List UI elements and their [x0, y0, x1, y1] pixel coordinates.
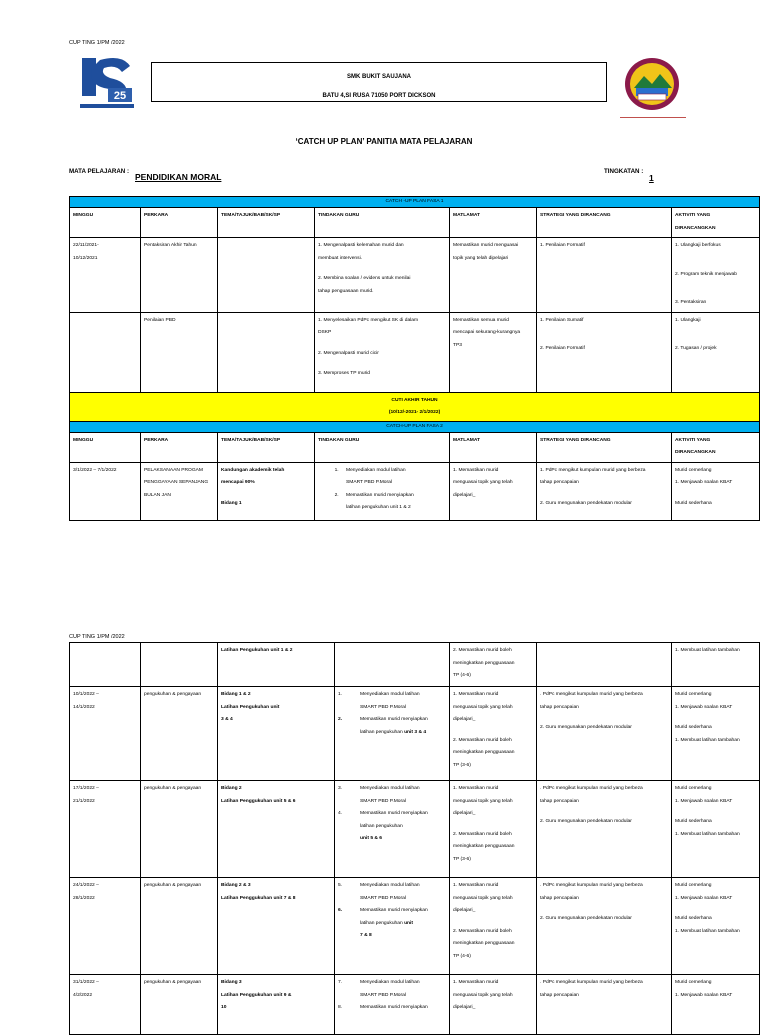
- school-header-box: [151, 62, 607, 102]
- svg-text:25: 25: [113, 90, 127, 102]
- col-perkara: PERKARA: [141, 208, 218, 238]
- table-row: 3/1/2022 – 7/1/2022 PELAKSANAAN PROGAM PENGGAYAAN SEPANJANG BULAN JAN Kandungan akademik telah mencapai 90% Bidang 1 1. Menyediakan modul latihan SMART PBD P.Moral 2. Memastikan murid menyiapkan latihan pengukuhan unit 1 & 2 1. Memastikan murid menguasai topik yang telah dipelajari_ 1. PdPc mengikut kumpulan murid yang berbeza tahap pencapaian 2. Guru mengunakan pendekatan modular Murid cemerlang 1. Menjawab soalan KBAT Murid sederhana: [70, 462, 760, 520]
- table-row: 24/1/2022 – 28/1/2022 pengukuhan & pengayaan Bidang 2 & 3 Latihan Penggukuhan unit 7 & 8 5. Menyediakan modul latihan SMART PBD P.Moral 6. Memastikan murid menyiapkan latihan pengukuhan unit 7 & 8 1. Memastikan murid menguasai topik yang telah dipelajari_ 2. Memastikan murid boleh meningkatkan pengguasaan TP (4-6) . PdPc mengikut kumpulan murid yang berbeza tahap pencapaian 2. Guru mengunakan pendekatan modular Murid cemerlang 1. Menjawab soalan KBAT Murid sederhana 1. Membuat latihan tambahan: [70, 878, 760, 975]
- table-row: Penilaian PBD 1. Menyelesaikan PdPc mengikut SK di dalam DSKP 2. Mengenalpasti murid cicir 3. Memproses TP murid Memastikan semua murid mencapai sekurang-kurangnya TP3 1. Penilaian Sumatif 2. Penilaian Formatif 1. Ulangkaji 2. Tugasan / projek: [70, 312, 760, 392]
- school-name: SMK BUKIT SAUJANA: [346, 74, 411, 80]
- catch-up-table-page2: [69, 642, 760, 1035]
- col-tema: TEMA/TAJUK/BAB/SK/SP: [218, 208, 315, 238]
- col-strategi: STRATEGI YANG DIRANCANG: [537, 208, 672, 238]
- school-address: BATU 4,SI RUSA 71050 PORT DICKSON: [322, 93, 436, 99]
- col-minggu: MINGGU: [70, 208, 141, 238]
- phase1-title: CATCH -UP PLAN FASA 1: [70, 197, 760, 208]
- document-code: CUP TING 1/PM /2022: [69, 40, 125, 46]
- divider-line: [620, 117, 686, 118]
- form-label: TINGKATAN :: [604, 168, 644, 175]
- subject-value: PENDIDIKAN MORAL: [135, 172, 222, 182]
- subject-label: MATA PELAJARAN :: [69, 168, 130, 175]
- phase2-title: CATCH-UP PLAN FASA 2: [70, 421, 760, 432]
- col-tindakan: TINDAKAN GURU: [315, 208, 450, 238]
- form-value: 1: [649, 173, 654, 183]
- page-title: ‘CATCH UP PLAN’ PANITIA MATA PELAJARAN: [295, 137, 473, 146]
- school-logo-left: [76, 52, 138, 112]
- col-matlamat: MATLAMAT: [450, 208, 537, 238]
- table-row: Latihan Pengukuhan unit 1 & 2 2. Memastikan murid boleh meningkatkan pengguasaan TP (4-6) 1. Membuat latihan tambahan: [70, 643, 760, 687]
- school-logo-right: [622, 54, 684, 114]
- table-row: 17/1/2022 – 21/1/2022 pengukuhan & pengayaan Bidang 2 Latihan Penggukuhan unit 5 & 6 3. Menyediakan modul latihan SMART PBD P.Moral 4. Memastikan murid menyiapkan latihan pengukuhan unit 5 & 6 1. Memastikan murid menguasai topik yang telah dipelajari_ 2. Memastikan murid boleh meningkatkan pengguasaan TP (3-6) . PdPc mengikut kumpulan murid yang berbeza tahap pencapaian 2. Guru mengunakan pendekatan modular Murid cemerlang 1. Menjawab soalan KBAT Murid sederhana 1. Membuat latihan tambahan: [70, 781, 760, 878]
- catch-up-table-page1: CATCH -UP PLAN FASA 1 MINGGU PERKARA TEMA/TAJUK/BAB/SK/SP TINDAKAN GURU MATLAMAT STRATEGI YANG DIRANCANG AKTIVITI YANG DIRANCANGKAN 22/11/2021- 10/12/2021 Pentaksiran Akhir Tahun 1. Mengenalpasti kelemahan murid dan membuat intervensi. 2. Membina soalan / evidens untuk menilai tahap penguasaan murid. Memastikan murid menguasai topik yang telah dipelajari 1. Penilaian Formatif 1. Ulangkaji berfokus 2. Program teknik menjawab 3. Pentaksiran Penilaian PBD 1. Menyelesaikan PdPc mengikut SK di dalam DSKP 2. Mengenalpasti murid cicir 3. Memproses TP murid Memastikan semua murid mencapai sekurang-kurangnya TP3 1. Penilaian Sumatif 2. Penilaian Formatif 1. Ulangkaji 2. Tugasan / projek CUTI AKHIR TAHUN (10/12/-2021- 2/1/2022) CATCH-UP PLAN FASA 2 MINGGU PERKARA TEMA/TAJUK/BAB/SK/SP TINDAKAN GURU MATLAMAT STRATEGI YANG DIRANCANG AKTIVITI YANG DIRANCANGKAN 3/1/2022 – 7/1/2022 PELAKSANAAN PROGAM PENGGAYAAN SEPANJANG BULAN JAN Kandungan akademik telah mencapai 90% Bidang 1 1. Menyediakan modul latihan SMART PBD P.Moral 2. Memastikan murid menyiapkan latihan pengukuhan unit 1 & 2 1. Memastikan murid menguasai topik yang telah dipelajari_ 1. PdPc mengikut kumpulan murid yang berbeza tahap pencapaian 2. Guru mengunakan pendekatan modular Murid cemerlang 1. Menjawab soalan KBAT Murid sederhana: [69, 196, 760, 521]
- document-code-page2: CUP TING 1/PM /2022: [69, 634, 125, 640]
- col-aktiviti: AKTIVITI YANG DIRANCANGKAN: [672, 208, 760, 238]
- table-row: 22/11/2021- 10/12/2021 Pentaksiran Akhir Tahun 1. Mengenalpasti kelemahan murid dan membuat intervensi. 2. Membina soalan / evidens untuk menilai tahap penguasaan murid. Memastikan murid menguasai topik yang telah dipelajari 1. Penilaian Formatif 1. Ulangkaji berfokus 2. Program teknik menjawab 3. Pentaksiran: [70, 238, 760, 313]
- cuti-banner: CUTI AKHIR TAHUN (10/12/-2021- 2/1/2022): [70, 392, 760, 421]
- table-row: 31/1/2022 – 4/2/2022 pengukuhan & pengayaan Bidang 3 Latihan Penggukuhan unit 9 & 10 7. Menyediakan modul latihan SMART PBD P.Moral 8. Memastikan murid menyiapkan 1. Memastikan murid menguasai topik yang telah dipelajari_ . PdPc mengikut kumpulan murid yang berbeza tahap pencapaian Murid cemerlang 1. Menjawab soalan KBAT: [70, 975, 760, 1035]
- table-row: 10/1/2022 – 14/1/2022 pengukuhan & pengayaan Bidang 1 & 2 Latihan Pengukuhan unit 3 & 4 1. Menyediakan modul latihan SMART PBD P.Moral 2. Memastikan murid menyiapkan latihan pengukuhan unit 3 & 4 1. Memastikan murid menguasai topik yang telah dipelajari_ 2. Memastikan murid boleh meningkatkan pengguasaan TP (3-6) . PdPc mengikut kumpulan murid yang berbeza tahap pencapaian 2. Guru mengunakan pendekatan modular Murid cemerlang 1. Menjawab soalan KBAT Murid sederhana 1. Membuat latihan tambahan: [70, 687, 760, 781]
